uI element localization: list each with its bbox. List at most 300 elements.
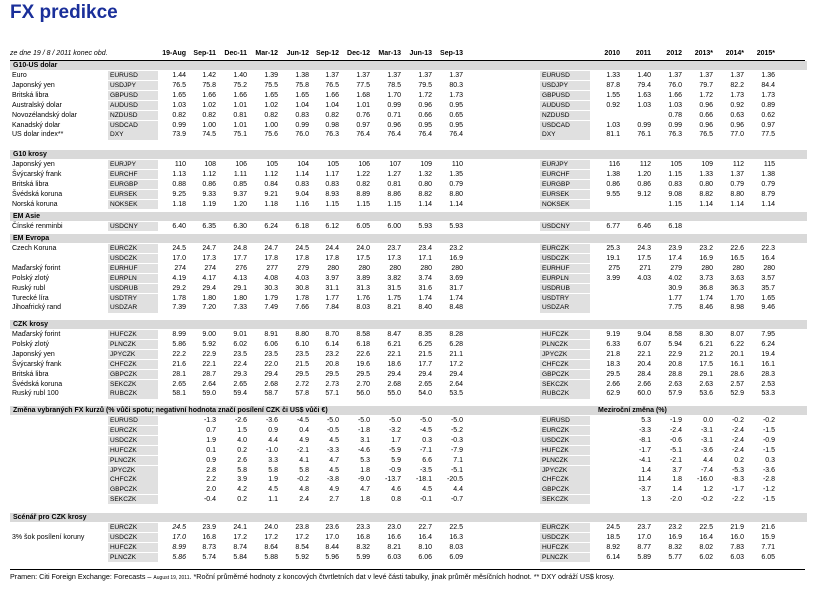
- value-cell: 3.74: [418, 274, 432, 282]
- value-cell: 5.8: [299, 466, 309, 474]
- annual-value-cell: 17.4: [668, 254, 682, 262]
- value-cell: 3.9: [237, 476, 247, 484]
- value-cell: 0.3: [422, 436, 432, 444]
- value-cell: 2.7: [329, 496, 339, 504]
- annual-value-cell: 0.89: [761, 101, 775, 109]
- value-cell: 16.6: [387, 533, 401, 541]
- value-cell: 1.65: [295, 91, 309, 99]
- annual-value-cell: 0.96: [699, 121, 713, 129]
- row-label: Japonský yen: [12, 161, 55, 168]
- currency-code: USDZAR: [108, 303, 158, 312]
- value-cell: 1.14: [418, 200, 432, 208]
- value-cell: 0.82: [264, 111, 278, 119]
- currency-code-right: USDCNY: [540, 222, 590, 231]
- value-cell: 5.93: [449, 223, 463, 230]
- annual-value-cell: 9.46: [761, 304, 775, 312]
- table-row: [10, 456, 807, 466]
- value-cell: 29.4: [387, 370, 401, 378]
- table-row: [10, 360, 807, 370]
- table-row: [10, 254, 807, 264]
- value-cell: 17.8: [325, 254, 339, 262]
- annual-value-cell: 6.22: [730, 340, 744, 348]
- value-cell: 107: [389, 161, 401, 168]
- value-cell: 17.2: [449, 360, 463, 368]
- table-row: [10, 284, 807, 294]
- annual-value-cell: 76.0: [668, 81, 682, 89]
- currency-code-right: HUFCZK: [540, 543, 590, 552]
- value-cell: 0.86: [202, 180, 216, 188]
- annual-value-cell: 18.5: [606, 533, 620, 541]
- annual-value-cell: -3.6: [700, 446, 713, 454]
- value-cell: 6.18: [356, 340, 370, 348]
- value-cell: 0.9: [268, 426, 278, 434]
- value-cell: 0.4: [299, 426, 309, 434]
- value-cell: 6.18: [295, 223, 309, 230]
- value-cell: 1.8: [360, 496, 370, 504]
- value-cell: 0.1: [206, 446, 216, 454]
- annual-value-cell: 22.9: [668, 350, 682, 358]
- value-cell: -5.0: [326, 417, 339, 424]
- annual-value-cell: 16.1: [761, 360, 775, 368]
- annual-value-cell: 6.77: [606, 223, 620, 230]
- currency-code-right: USDRUB: [540, 284, 590, 293]
- value-cell: 2.6: [237, 456, 247, 464]
- value-cell: 9.01: [233, 331, 247, 338]
- currency-code-right: EURCZK: [540, 244, 590, 253]
- value-cell: 4.7: [360, 486, 370, 494]
- value-cell: 1.37: [356, 72, 370, 79]
- annual-value-cell: 6.21: [699, 340, 713, 348]
- value-cell: 1.37: [418, 72, 432, 79]
- value-cell: 31.5: [387, 284, 401, 292]
- col-header-right: 2010: [604, 50, 620, 57]
- value-cell: 0.79: [449, 180, 463, 188]
- annual-value-cell: 9.08: [668, 190, 682, 198]
- currency-code: PLNCZK: [108, 340, 158, 349]
- value-cell: 1.12: [202, 170, 216, 178]
- value-cell: 17.0: [172, 533, 186, 541]
- value-cell: 3.82: [387, 274, 401, 282]
- value-cell: -3.3: [326, 446, 339, 454]
- value-cell: 1.15: [325, 200, 339, 208]
- value-cell: 0.2: [237, 446, 247, 454]
- value-cell: 31.1: [325, 284, 339, 292]
- value-cell: -5.9: [388, 446, 401, 454]
- currency-code: NZDUSD: [108, 111, 158, 120]
- value-cell: 8.10: [418, 543, 432, 551]
- annual-value-cell: 24.5: [606, 524, 620, 531]
- value-cell: 23.8: [295, 524, 309, 531]
- annual-value-cell: 8.98: [730, 304, 744, 312]
- currency-code-right: EURUSD: [540, 416, 590, 425]
- annual-value-cell: 1.4: [672, 486, 682, 494]
- value-cell: 29.5: [356, 370, 370, 378]
- section-title-right: Meziroční změna (%): [598, 407, 667, 414]
- value-cell: 31.7: [449, 284, 463, 292]
- currency-code: EURSEK: [108, 190, 158, 199]
- value-cell: 76.0: [295, 131, 309, 139]
- value-cell: 2.2: [206, 476, 216, 484]
- value-cell: 1.74: [449, 294, 463, 302]
- value-cell: 6.35: [202, 223, 216, 230]
- row-label: 3% šok posílení koruny: [12, 533, 85, 541]
- annual-value-cell: 19.4: [761, 350, 775, 358]
- currency-code: USDTRY: [108, 294, 158, 303]
- value-cell: 16.3: [449, 533, 463, 541]
- value-cell: 2.0: [206, 486, 216, 494]
- annual-value-cell: 21.8: [606, 350, 620, 358]
- value-cell: 23.9: [202, 524, 216, 531]
- value-cell: 17.8: [295, 254, 309, 262]
- annual-value-cell: 30.9: [668, 284, 682, 292]
- value-cell: 77.5: [356, 81, 370, 89]
- annual-value-cell: 5.3: [641, 417, 651, 424]
- value-cell: 280: [358, 264, 370, 272]
- value-cell: 1.9: [268, 476, 278, 484]
- value-cell: 1.22: [356, 170, 370, 178]
- annual-value-cell: 79.7: [699, 81, 713, 89]
- value-cell: 8.32: [356, 543, 370, 551]
- annual-value-cell: 1.3: [641, 496, 651, 504]
- currency-code: USDCZK: [108, 436, 158, 445]
- table-row: [10, 190, 807, 200]
- value-cell: 1.44: [172, 72, 186, 79]
- annual-value-cell: -3.7: [638, 486, 651, 494]
- value-cell: 0.82: [325, 111, 339, 119]
- value-cell: 20.8: [325, 360, 339, 368]
- value-cell: -7.9: [450, 446, 463, 454]
- row-label: Ruský rubl 100: [12, 390, 59, 398]
- value-cell: 7.1: [453, 456, 463, 464]
- value-cell: -0.7: [450, 496, 463, 504]
- bottom-rule: [10, 569, 805, 570]
- annual-value-cell: -16.0: [697, 476, 713, 484]
- annual-value-cell: 1.36: [761, 72, 775, 79]
- table-row: [10, 533, 807, 543]
- value-cell: 75.2: [233, 81, 247, 89]
- currency-code: USDCZK: [108, 254, 158, 263]
- value-cell: 22.1: [202, 360, 216, 368]
- currency-code-right: EURCZK: [540, 523, 590, 532]
- annual-value-cell: 11.4: [637, 476, 651, 484]
- row-label: Jihoafrický rand: [12, 304, 62, 312]
- value-cell: 75.1: [233, 131, 247, 139]
- value-cell: 8.35: [418, 331, 432, 338]
- annual-value-cell: 109: [701, 161, 713, 168]
- table-row: [10, 111, 807, 121]
- annual-value-cell: 21.9: [730, 524, 744, 531]
- value-cell: -0.5: [326, 426, 339, 434]
- annual-value-cell: 5.89: [637, 553, 651, 561]
- footer-date: August 19, 2011: [153, 575, 190, 581]
- value-cell: 1.80: [202, 294, 216, 302]
- value-cell: 1.00: [264, 121, 278, 129]
- currency-code-right: AUDUSD: [540, 101, 590, 110]
- annual-value-cell: 3.7: [672, 466, 682, 474]
- value-cell: -5.0: [450, 417, 463, 424]
- currency-code: USDCAD: [108, 121, 158, 130]
- value-cell: 9.25: [172, 190, 186, 198]
- value-cell: 1.19: [202, 200, 216, 208]
- section-title: Scénář pro CZK krosy: [13, 514, 87, 521]
- section-header: [10, 212, 807, 221]
- annual-value-cell: -2.2: [731, 496, 744, 504]
- row-label: Novozélandský dolar: [12, 111, 77, 119]
- value-cell: 1.70: [387, 91, 401, 99]
- value-cell: 5.92: [202, 340, 216, 348]
- value-cell: 29.1: [233, 284, 247, 292]
- value-cell: 1.38: [295, 72, 309, 79]
- value-cell: 2.8: [206, 466, 216, 474]
- value-cell: 74.5: [202, 131, 216, 139]
- currency-code: USDCZK: [108, 533, 158, 542]
- annual-value-cell: 5.94: [668, 340, 682, 348]
- value-cell: 59.4: [233, 390, 247, 398]
- currency-code-right: NOKSEK: [540, 200, 590, 209]
- section-header: [10, 513, 807, 522]
- annual-value-cell: -8.3: [731, 476, 744, 484]
- value-cell: 21.1: [449, 350, 463, 358]
- currency-code-right: HUFCZK: [540, 330, 590, 339]
- annual-value-cell: 1.37: [668, 72, 682, 79]
- value-cell: 76.3: [325, 131, 339, 139]
- value-cell: 22.7: [418, 524, 432, 531]
- value-cell: 7.66: [295, 304, 309, 312]
- annual-value-cell: 16.4: [761, 254, 775, 262]
- table-row: [10, 523, 807, 533]
- annual-value-cell: -2.4: [731, 446, 744, 454]
- value-cell: 6.14: [325, 340, 339, 348]
- row-label: Polský zlotý: [12, 274, 49, 282]
- value-cell: 0.99: [295, 121, 309, 129]
- currency-code-right: GBPUSD: [540, 91, 590, 100]
- annual-value-cell: 87.8: [606, 81, 620, 89]
- annual-value-cell: 0.3: [765, 456, 775, 464]
- value-cell: 75.5: [264, 81, 278, 89]
- table-row: [10, 222, 807, 232]
- value-cell: 18.6: [387, 360, 401, 368]
- value-cell: 4.5: [329, 436, 339, 444]
- table-row: [10, 244, 807, 254]
- annual-value-cell: -0.2: [762, 417, 775, 424]
- value-cell: 9.04: [295, 190, 309, 198]
- value-cell: 23.5: [233, 350, 247, 358]
- annual-value-cell: 1.37: [699, 72, 713, 79]
- value-cell: 280: [389, 264, 401, 272]
- value-cell: 1.73: [449, 91, 463, 99]
- currency-code-right: JPYCZK: [540, 466, 590, 475]
- value-cell: 8.82: [418, 190, 432, 198]
- annual-value-cell: 1.70: [730, 294, 744, 302]
- annual-value-cell: 280: [732, 264, 744, 272]
- value-cell: 1.78: [295, 294, 309, 302]
- annual-value-cell: 279: [670, 264, 682, 272]
- currency-code-right: USDCZK: [540, 436, 590, 445]
- value-cell: 4.8: [299, 486, 309, 494]
- value-cell: 1.74: [418, 294, 432, 302]
- annual-value-cell: 0.79: [730, 180, 744, 188]
- value-cell: 1.02: [264, 101, 278, 109]
- value-cell: 2.70: [356, 380, 370, 388]
- value-cell: 9.21: [264, 190, 278, 198]
- col-header-left: Sep-12: [316, 50, 339, 57]
- value-cell: 31.3: [356, 284, 370, 292]
- col-header-left: 19-Aug: [162, 50, 186, 57]
- value-cell: 28.7: [202, 370, 216, 378]
- value-cell: 8.99: [172, 543, 186, 551]
- value-cell: 17.1: [418, 254, 432, 262]
- annual-value-cell: 6.46: [637, 223, 651, 230]
- annual-value-cell: 6.05: [761, 553, 775, 561]
- annual-value-cell: 8.02: [699, 543, 713, 551]
- table-row: [10, 294, 807, 304]
- value-cell: -5.2: [450, 426, 463, 434]
- currency-code-right: HUFCZK: [540, 446, 590, 455]
- table-row: [10, 200, 807, 210]
- value-cell: 4.5: [422, 486, 432, 494]
- annual-value-cell: 1.33: [699, 170, 713, 178]
- value-cell: -20.5: [447, 476, 463, 484]
- annual-value-cell: 16.4: [699, 533, 713, 541]
- value-cell: 2.72: [295, 380, 309, 388]
- annual-value-cell: 84.4: [761, 81, 775, 89]
- table-row: [10, 340, 807, 350]
- annual-value-cell: 280: [763, 264, 775, 272]
- value-cell: 6.21: [387, 340, 401, 348]
- value-cell: 109: [420, 161, 432, 168]
- annual-value-cell: 7.83: [730, 543, 744, 551]
- value-cell: 6.10: [295, 340, 309, 348]
- value-cell: 1.1: [268, 496, 278, 504]
- annual-value-cell: 8.32: [668, 543, 682, 551]
- annual-value-cell: 9.19: [606, 331, 620, 338]
- value-cell: 1.01: [356, 101, 370, 109]
- annual-value-cell: 1.65: [761, 294, 775, 302]
- value-cell: -0.9: [388, 466, 401, 474]
- value-cell: 1.27: [387, 170, 401, 178]
- annual-value-cell: 116: [608, 161, 620, 168]
- currency-code: AUDUSD: [108, 101, 158, 110]
- value-cell: 4.08: [264, 274, 278, 282]
- value-cell: 29.5: [295, 370, 309, 378]
- annual-value-cell: 9.12: [637, 190, 651, 198]
- currency-code: EURHUF: [108, 264, 158, 273]
- annual-value-cell: 1.15: [668, 200, 682, 208]
- value-cell: 17.0: [325, 533, 339, 541]
- value-cell: 76.4: [356, 131, 370, 139]
- annual-value-cell: 280: [701, 264, 713, 272]
- value-cell: 1.65: [264, 91, 278, 99]
- value-cell: 55.0: [387, 390, 401, 398]
- currency-code: GBPUSD: [108, 91, 158, 100]
- annual-value-cell: 28.8: [668, 370, 682, 378]
- table-row: [10, 130, 807, 140]
- col-header-left: Dec-12: [347, 50, 370, 57]
- table-row: [10, 370, 807, 380]
- annual-value-cell: 1.03: [668, 101, 682, 109]
- value-cell: 0.95: [449, 121, 463, 129]
- value-cell: 0.81: [387, 180, 401, 188]
- value-cell: 5.96: [325, 553, 339, 561]
- annual-value-cell: 77.0: [730, 131, 744, 139]
- value-cell: 23.5: [295, 350, 309, 358]
- row-label: Maďarský forint: [12, 331, 61, 338]
- value-cell: 1.03: [172, 101, 186, 109]
- col-header-left: Mar-12: [255, 50, 278, 57]
- section-title: Změna vybraných FX kurzů (% vůči spotu; negativní hodnota značí posílení CZK či US$ vůči €): [13, 407, 328, 414]
- value-cell: -1.3: [203, 417, 216, 424]
- value-cell: 23.5: [264, 350, 278, 358]
- row-label: Britská libra: [12, 180, 49, 188]
- value-cell: 1.04: [295, 101, 309, 109]
- annual-value-cell: -2.4: [669, 426, 682, 434]
- col-header-left: Jun-13: [409, 50, 432, 57]
- row-label: Japonský yen: [12, 81, 55, 89]
- value-cell: 276: [235, 264, 247, 272]
- annual-value-cell: 16.9: [668, 533, 682, 541]
- value-cell: 1.14: [449, 200, 463, 208]
- value-cell: 5.9: [391, 456, 401, 464]
- annual-value-cell: 81.1: [606, 131, 620, 139]
- value-cell: 6.30: [233, 223, 247, 230]
- annual-value-cell: 53.3: [761, 390, 775, 398]
- currency-code-right: EURUSD: [540, 71, 590, 80]
- currency-code: USDCNY: [108, 222, 158, 231]
- value-cell: 7.39: [172, 304, 186, 312]
- annual-value-cell: 17.0: [637, 533, 651, 541]
- value-cell: 73.9: [172, 131, 186, 139]
- value-cell: 1.02: [202, 101, 216, 109]
- value-cell: 8.21: [387, 543, 401, 551]
- value-cell: 5.88: [264, 553, 278, 561]
- annual-value-cell: 0.2: [734, 456, 744, 464]
- annual-value-cell: -0.2: [731, 417, 744, 424]
- value-cell: 0.82: [202, 111, 216, 119]
- currency-code: EURJPY: [108, 160, 158, 169]
- value-cell: 4.17: [202, 274, 216, 282]
- annual-value-cell: 112: [639, 161, 651, 168]
- annual-value-cell: -1.5: [762, 496, 775, 504]
- annual-value-cell: 1.4: [641, 466, 651, 474]
- value-cell: 4.5: [329, 466, 339, 474]
- value-cell: 8.89: [356, 190, 370, 198]
- value-cell: 1.72: [418, 91, 432, 99]
- currency-code: EURCZK: [108, 523, 158, 532]
- table-row: [10, 553, 807, 563]
- value-cell: 23.3: [356, 524, 370, 531]
- annual-value-cell: 1.14: [730, 200, 744, 208]
- value-cell: 24.7: [264, 245, 278, 252]
- annual-value-cell: 16.0: [730, 533, 744, 541]
- currency-code: HUFCZK: [108, 446, 158, 455]
- row-label: US dolar index**: [12, 131, 64, 139]
- table-row: [10, 380, 807, 390]
- currency-code-right: USDTRY: [540, 294, 590, 303]
- table-row: [10, 436, 807, 446]
- annual-value-cell: 8.46: [699, 304, 713, 312]
- annual-value-cell: 57.9: [668, 390, 682, 398]
- value-cell: 8.99: [172, 331, 186, 338]
- value-cell: 80.3: [449, 81, 463, 89]
- value-cell: 23.4: [418, 245, 432, 252]
- value-cell: 0.80: [418, 180, 432, 188]
- value-cell: 277: [266, 264, 278, 272]
- annual-value-cell: 1.2: [703, 486, 713, 494]
- value-cell: 5.99: [356, 553, 370, 561]
- value-cell: 5.92: [295, 553, 309, 561]
- value-cell: 104: [297, 161, 309, 168]
- value-cell: 2.68: [387, 380, 401, 388]
